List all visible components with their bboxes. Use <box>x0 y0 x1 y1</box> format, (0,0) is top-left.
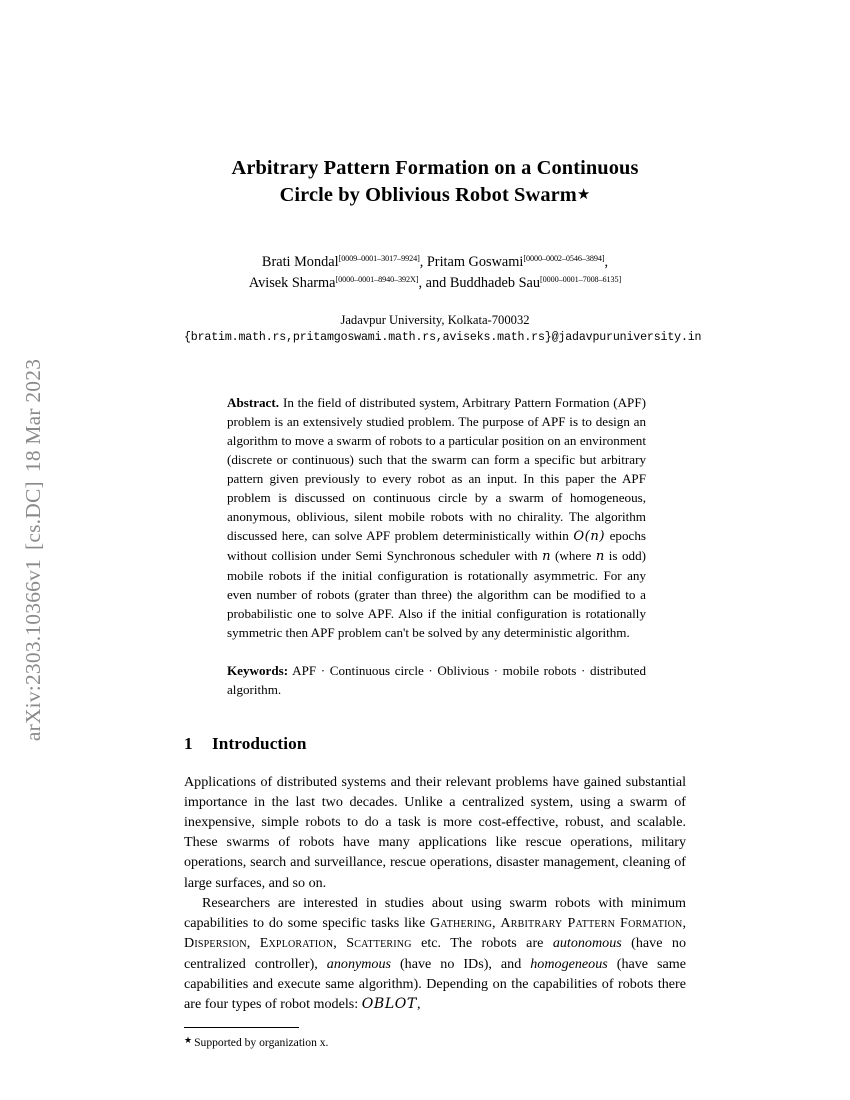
author-name: Buddhadeb Sau <box>449 274 541 291</box>
p2-text-f: etc. The robots are <box>411 935 553 952</box>
p2-text-g: (have no centralized controller), <box>184 935 686 972</box>
title-line-2: Circle by Oblivious Robot Swarm <box>279 184 577 207</box>
footnote <box>184 1028 686 1051</box>
p2-text-h: (have no IDs), and <box>391 955 531 972</box>
affiliation-email: {bratim.math.rs,pritamgoswami.math.rs,aviseks.math.rs}@jadavpuruniversity.in <box>184 330 702 344</box>
affiliation-institution: Jadavpur University, Kolkata-700032 <box>340 312 530 327</box>
page-title <box>184 0 686 209</box>
abstract-math-n: n <box>542 548 551 564</box>
abstract-math-n: n <box>595 548 605 564</box>
author-name: Avisek Sharma <box>248 274 336 291</box>
author-orcid: [0000–0001–8940–392X] <box>335 274 419 284</box>
abstract-math-complexity: O(n) <box>573 528 606 544</box>
author-separator: , and <box>418 274 450 291</box>
p2-sep: , <box>492 915 501 932</box>
author-list <box>184 209 686 293</box>
arxiv-stamp-text <box>21 359 46 741</box>
robot-model-oblot: OBLOT <box>361 995 417 1012</box>
author-orcid: [0000–0001–7008–6135] <box>540 274 622 284</box>
author-name: Pritam Goswami <box>426 254 524 271</box>
title-line-1: Arbitrary Pattern Formation on a Continuous <box>231 157 639 179</box>
author-name: Brati Mondal <box>261 254 339 271</box>
term-dispersion: Dispersion <box>184 935 247 952</box>
body-paragraph-1: Applications of distributed systems and their relevant problems have gained substantial importance in the last two decades. Unlike a centralized system, using a swarm of inexpensive, simple robots to do a task is more cost-effective, robust, and scalable. These swarms of robots have many applications like rescue operations, military operations, search and surveillance, rescue operations, disaster management, cleaning of large surfaces, and so on. <box>184 773 686 891</box>
section-title: Introduction <box>212 733 307 753</box>
abstract-text-4: is odd) mobile robots if the initial configuration is rotationally asymmetric. For any even number of robots (grater than three) the algorithm can be modified to a probabilistic one to solve APF. Also if the initial configuration is rotationally symmetric then APF problem can't be solved by any deterministic algorithm. <box>227 547 647 640</box>
arxiv-category: [cs.DC] <box>20 481 45 550</box>
author-separator: , <box>604 254 609 271</box>
arxiv-stamp <box>0 0 66 1100</box>
title-footnote-marker: ★ <box>576 187 591 204</box>
author-orcid: [0009–0001–3017–9924] <box>338 254 420 264</box>
author-separator: , <box>419 254 427 271</box>
keywords-items: APF · Continuous circle · Oblivious · mobile robots · distributed algorithm. <box>227 662 646 697</box>
abstract-label: Abstract. <box>227 394 279 410</box>
abstract-block <box>227 347 646 699</box>
p2-text-a: Researchers are interested in studies about using swarm robots with minimum capabilities to do some specific tasks like <box>184 894 686 932</box>
p2-sep: , <box>682 915 687 932</box>
body-paragraph-2 <box>184 893 686 1014</box>
p2-text-i: (have same capabilities and execute same algorithm). Depending on the capabilities of robots there are four types of robot models: <box>184 955 686 1012</box>
term-scattering: Scattering <box>346 935 412 952</box>
abstract-text: In the field of distributed system, Arbitrary Pattern Formation (APF) problem is an extensively studied problem. The purpose of APF is to design an algorithm to move a swarm of robots to a particular position on an environment (discrete or continuous) such that the swarm can form a specific but arbitrary pattern given previously to every robot as an input. In this paper the APF problem is discussed on continuous circle by a swarm of homogeneous, anonymous, oblivious, silent mobile robots with no chirality. The algorithm discussed here, can solve APF problem deterministically within <box>227 394 646 543</box>
section-heading <box>184 699 686 754</box>
footnote-text: Supported by organization x. <box>194 1036 329 1050</box>
keywords-label: Keywords: <box>227 662 289 678</box>
p2-sep: , <box>333 935 347 952</box>
arxiv-date: 18 Mar 2023 <box>20 358 45 473</box>
p2-sep: , <box>246 935 260 952</box>
abstract-text-3: (where <box>550 547 596 563</box>
arxiv-identifier: arXiv:2303.10366v1 <box>20 559 45 742</box>
footnote-marker: ★ <box>184 1035 193 1046</box>
term-gathering: Gathering <box>430 915 493 932</box>
abstract-paragraph <box>227 393 646 642</box>
section-number: 1 <box>184 733 193 753</box>
author-orcid: [0000–0002–0546–3894] <box>523 254 605 264</box>
term-anonymous: anonymous <box>326 955 391 972</box>
term-exploration: Exploration <box>259 935 334 952</box>
p2-text-j: , <box>416 995 421 1012</box>
paper-page <box>184 0 702 1100</box>
term-autonomous: autonomous <box>552 935 622 952</box>
term-arbitrary-pattern-formation: Arbitrary Pattern Formation <box>500 915 683 932</box>
keywords-paragraph <box>227 642 646 699</box>
term-homogeneous: homogeneous <box>530 955 608 972</box>
abstract-text-2: epochs without collision under Semi Synchronous scheduler with <box>227 527 646 563</box>
